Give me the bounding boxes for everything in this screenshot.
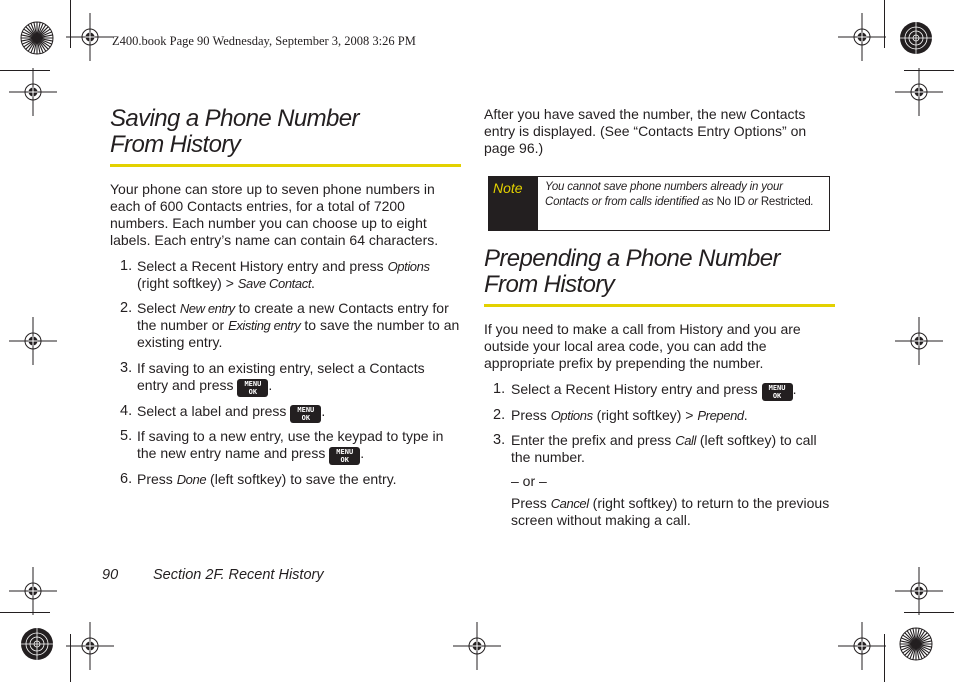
title-line: Saving a Phone Number	[110, 105, 359, 132]
step-number: 2.	[120, 300, 133, 316]
title-rule	[484, 304, 835, 307]
step-text: Press	[137, 471, 177, 487]
after-save-paragraph: After you have saved the number, the new Contacts entry is displayed. (See “Contacts Entry Options” on page 96.)	[484, 106, 807, 156]
softkey-call: Call	[675, 433, 696, 448]
softkey-cancel: Cancel	[550, 496, 589, 511]
page-number: 90	[102, 567, 119, 583]
menu-ok-key-icon	[237, 379, 268, 397]
step-number: 2.	[493, 407, 506, 423]
menu-arrow: >	[225, 275, 238, 291]
note-text-part: You cannot save phone numbers already in your Contacts or from calls identified as	[545, 181, 783, 208]
step-text: Select a label and press	[137, 403, 291, 419]
option-existing-entry: Existing entry	[228, 318, 301, 333]
note-no-id: No ID	[716, 196, 745, 208]
key-label: MENU	[244, 380, 262, 388]
step-text: .	[321, 403, 326, 419]
step-text: Press	[511, 495, 551, 511]
title-line: From History	[484, 271, 615, 298]
step-text: to create a new Contacts entry for the number or	[137, 300, 449, 333]
step-text: (right softkey)	[592, 407, 686, 423]
title-line: Prepending a Phone Number	[484, 245, 780, 272]
cancel-paragraph	[511, 495, 833, 529]
note-box	[488, 176, 830, 231]
step-text: to save the number to an existing entry.	[137, 317, 460, 350]
note-text-part: .	[810, 196, 814, 208]
menu-prepend: Prepend	[697, 408, 744, 423]
key-label: MENU	[297, 406, 315, 414]
step-text: Enter the prefix and press	[511, 432, 676, 448]
step-number: 3.	[120, 360, 133, 376]
step-text: .	[743, 407, 748, 423]
note-restricted: Restricted	[760, 196, 811, 208]
key-label: MENU	[768, 384, 786, 392]
title-line: From History	[110, 131, 241, 158]
note-label: Note	[489, 177, 538, 230]
softkey-done: Done	[176, 472, 207, 487]
step-text: (left softkey) to save the entry.	[206, 471, 397, 487]
step-number: 5.	[120, 428, 133, 444]
menu-ok-key-icon	[762, 383, 793, 401]
menu-ok-key-icon	[290, 405, 321, 423]
step-number: 1.	[493, 381, 506, 397]
step-text: Select a Recent History entry and press	[137, 258, 388, 274]
step-text: .	[311, 275, 315, 291]
key-label: OK	[301, 414, 311, 422]
step-text: Select	[137, 300, 180, 316]
step-text: (left softkey) to call the number.	[511, 432, 817, 465]
prepend-intro-paragraph: If you need to make a call from History and you are outside your local area code, you can add the appropriate prefix by prepending the number.	[484, 321, 801, 371]
softkey-options: Options	[387, 259, 430, 274]
step-text: .	[792, 381, 797, 397]
section-title-saving	[110, 106, 359, 158]
footer-section: Section 2F. Recent History	[153, 567, 324, 583]
step-number: 1.	[120, 258, 133, 274]
option-new-entry: New entry	[179, 301, 235, 316]
step-number: 3.	[493, 432, 506, 448]
note-text-part: or	[744, 196, 761, 208]
step-text: If saving to a new entry, use the keypad to type in the new entry name and press	[137, 428, 444, 461]
intro-paragraph: Your phone can store up to seven phone numbers in each of 600 Contacts entries, for a total of 7200 numbers. Each number you can choose up to eight labels. Each entry’s name can contain 64 characters.	[110, 181, 439, 248]
key-label: OK	[772, 392, 782, 400]
or-separator: – or –	[511, 473, 547, 489]
step-text: (right softkey) to return to the previous screen without making a call.	[511, 495, 830, 528]
step-text: (right softkey)	[137, 275, 226, 291]
key-label: OK	[340, 456, 349, 464]
step-number: 4.	[120, 403, 133, 419]
printer-header: Z400.book Page 90 Wednesday, September 3, 2008 3:26 PM	[112, 34, 416, 48]
section-title-prepending	[484, 246, 780, 298]
menu-ok-key-icon	[329, 447, 360, 465]
key-label: OK	[248, 388, 258, 396]
softkey-options: Options	[550, 408, 593, 423]
step-text: .	[360, 445, 365, 461]
step-number: 6.	[120, 471, 133, 487]
menu-save-contact: Save Contact	[237, 276, 312, 291]
step-text: If saving to an existing entry, select a Contacts entry and press	[137, 360, 425, 393]
menu-arrow: >	[685, 407, 698, 423]
note-text	[545, 180, 815, 210]
title-rule	[110, 164, 461, 167]
key-label: MENU	[336, 448, 354, 456]
step-text: Press	[511, 407, 551, 423]
step-text: .	[268, 377, 273, 393]
step-text: Select a Recent History entry and press	[511, 381, 762, 397]
